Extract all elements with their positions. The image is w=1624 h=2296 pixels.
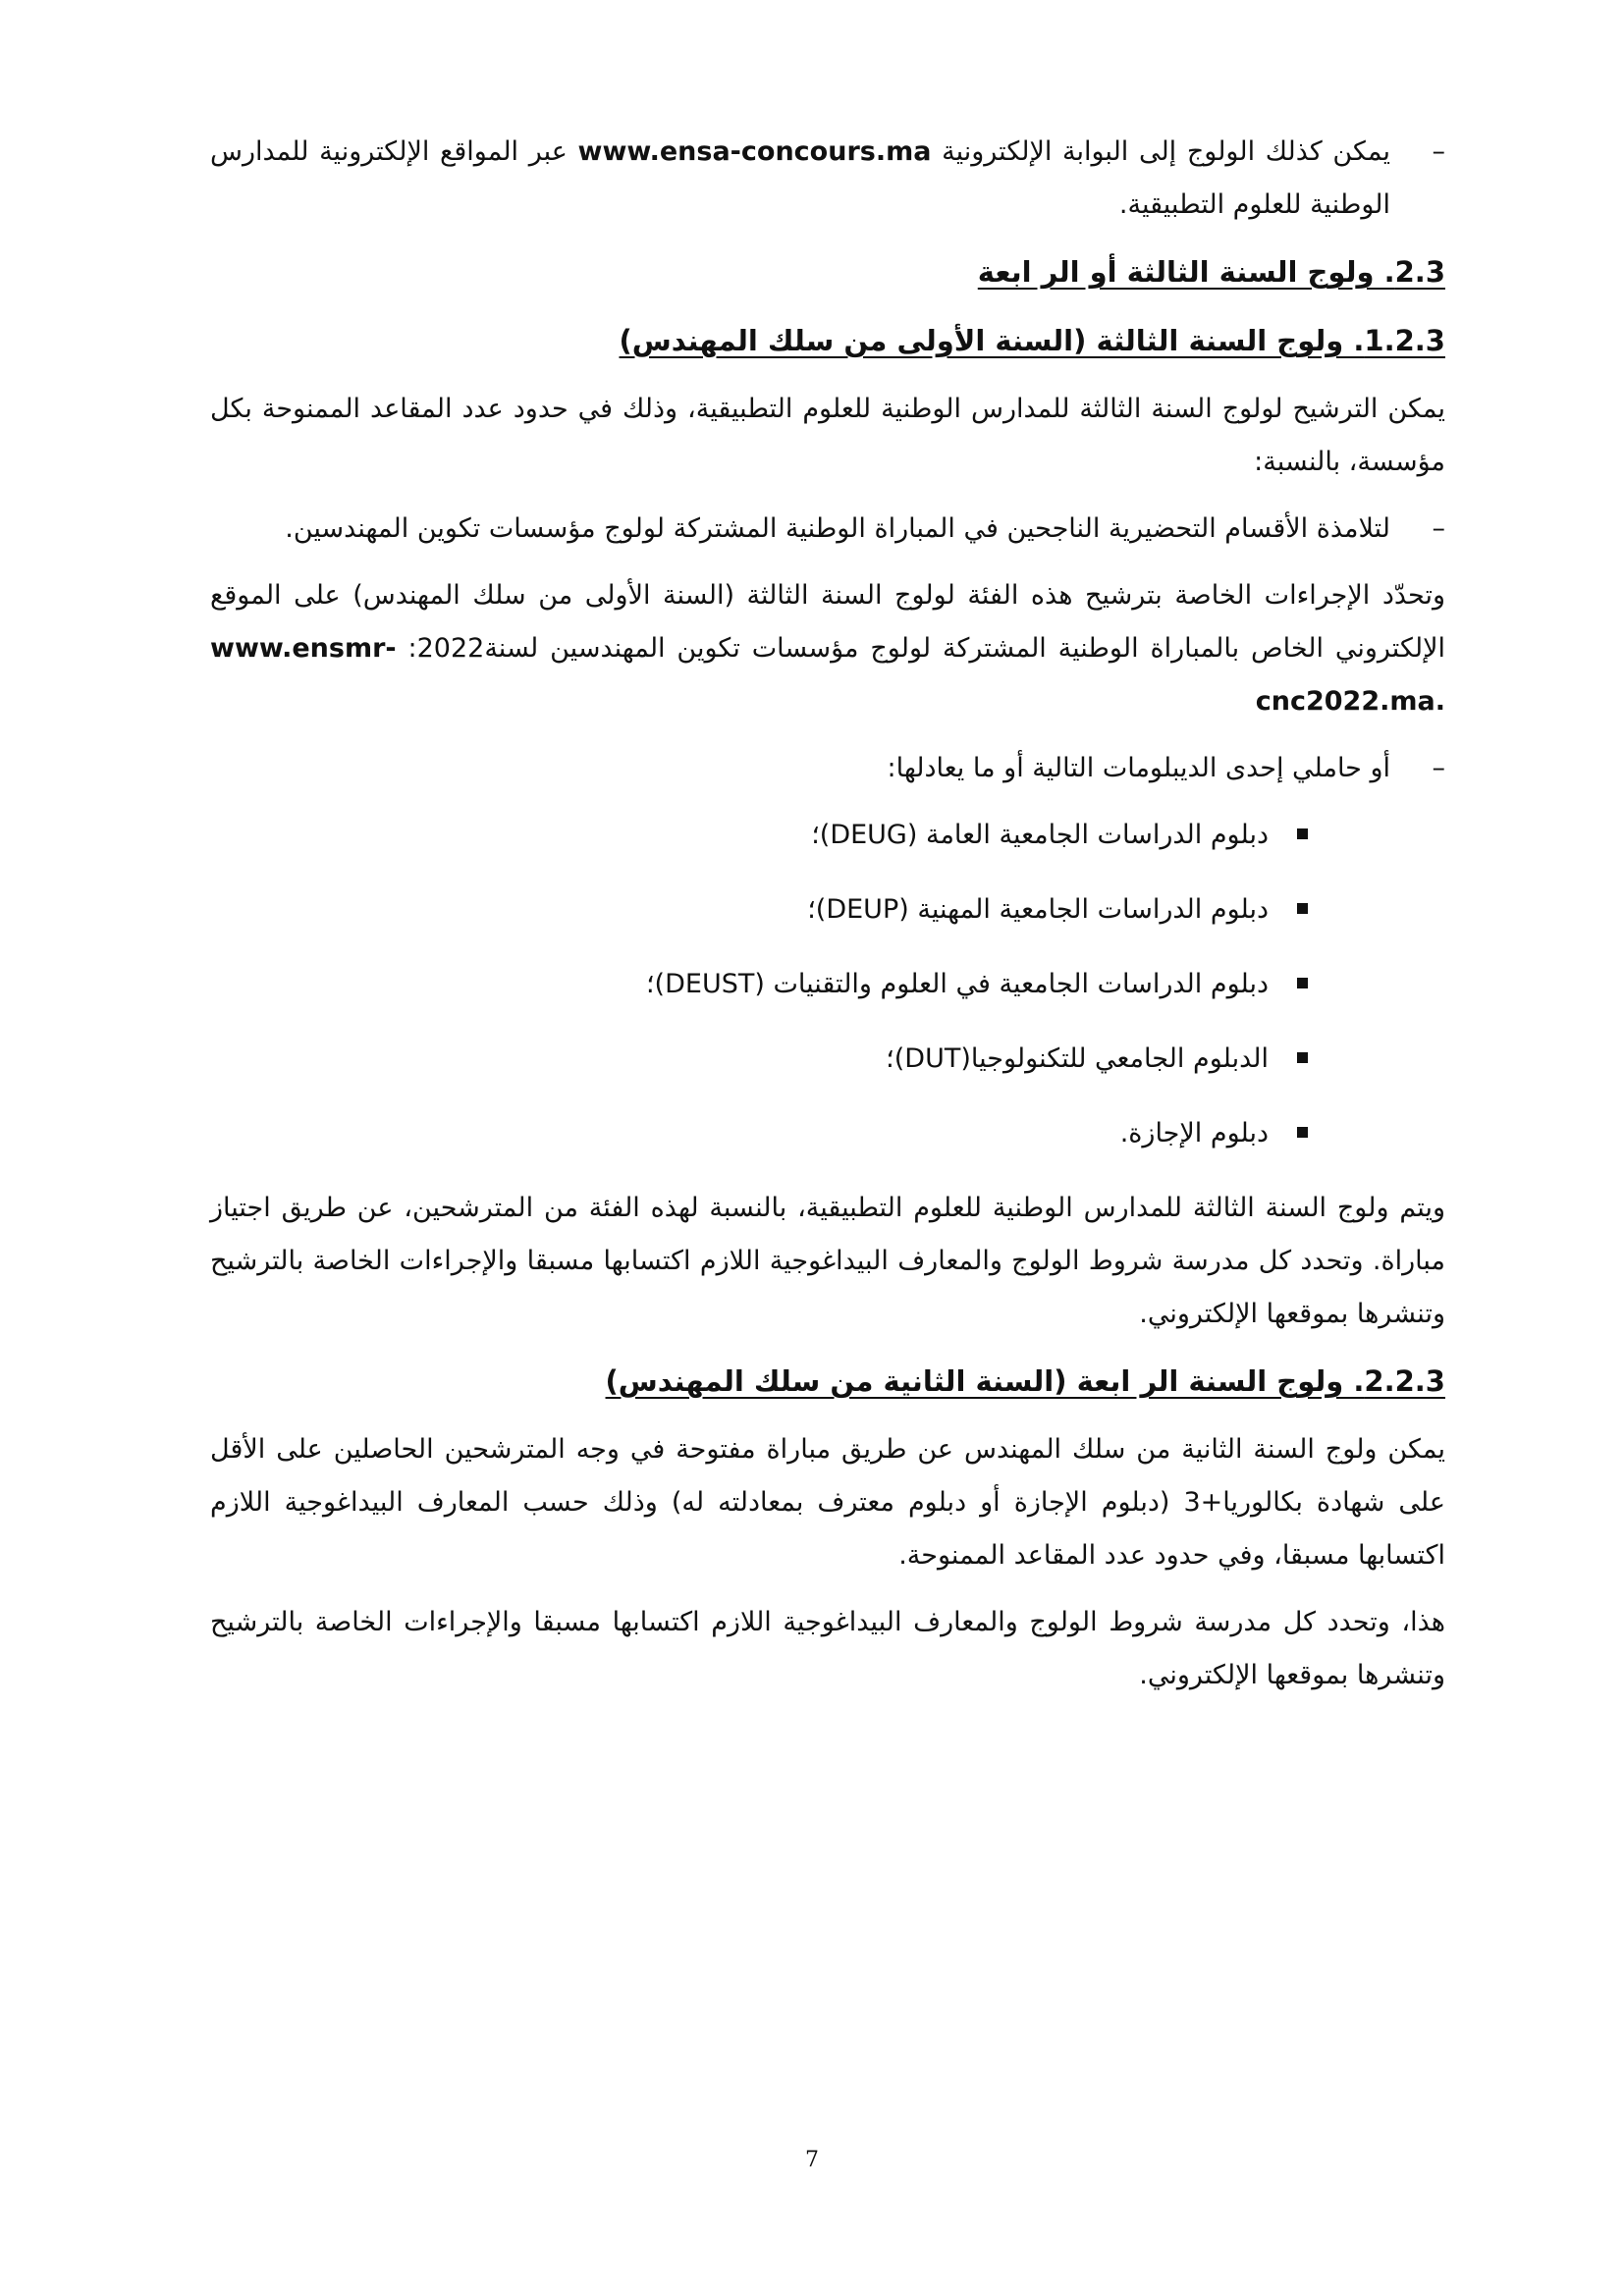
section-1-2-3-paragraph-2	[210, 569, 1445, 728]
diploma-licence: دبلوم الإجازة.	[1119, 1118, 1269, 1148]
section-2-2-3-heading: 2.2.3. ولوج السنة الر ابعة (السنة الثانية من سلك المهندس)	[605, 1364, 1445, 1398]
square-bullet-icon	[1297, 828, 1308, 839]
diploma-deug: دبلوم الدراسات الجامعية العامة (DEUG)؛	[811, 820, 1269, 850]
cpge-list-item	[210, 503, 1445, 556]
intro-text-before: يمكن كذلك الولوج إلى البوابة الإلكترونية	[942, 136, 1390, 167]
page-number: 7	[805, 2148, 819, 2172]
ensa-concours-url: www.ensa-concours.ma	[577, 136, 932, 167]
section-1-2-3-heading: 1.2.3. ولوج السنة الثالثة (السنة الأولى من سلك المهندس)	[619, 324, 1445, 357]
section-1-2-3-paragraph-3: ويتم ولوج السنة الثالثة للمدارس الوطنية للعلوم التطبيقية، بالنسبة لهذه الفئة من المترشحين، عن طريق اجتياز مباراة. وتحدد كل مدرسة شروط الولوج والمعارف البيداغوجية اللازم اكتسابها مسبقا والإجراءات الخاصة بالترشيح وتنشرها بموقعها الإلكتروني.	[210, 1193, 1445, 1329]
section-2-2-3-paragraph-1: يمكن ولوج السنة الثانية من سلك المهندس عن طريق مباراة مفتوحة في وجه المترشحين الحاصلين على الأقل على شهادة بكالوريا+3 (دبلوم الإجازة أو دبلوم معترف بمعادلته له) وذلك حسب المعارف البيداغوجية اللازم اكتسابها مسبقا، وفي حدود عدد المقاعد الممنوحة.	[210, 1434, 1445, 1571]
square-bullet-icon	[1297, 1127, 1308, 1138]
intro-text-after: عبر المواقع الإلكترونية للمدارس الوطنية للعلوم التطبيقية.	[210, 136, 1390, 220]
diploma-list-item	[210, 1033, 1308, 1086]
diploma-list-item	[210, 1107, 1308, 1160]
dash-marker: –	[1432, 513, 1445, 544]
diploma-holders-list-item	[210, 742, 1445, 795]
document-page	[210, 126, 1445, 1716]
section-2-3-heading: 2.3. ولوج السنة الثالثة أو الر ابعة	[977, 255, 1445, 289]
section-2-2-3-paragraph-2: هذا، وتحدد كل مدرسة شروط الولوج والمعارف البيداغوجية اللازم اكتسابها مسبقا والإجراءات الخاصة بالترشيح وتنشرها بموقعها الإلكتروني.	[210, 1607, 1445, 1690]
diploma-list	[210, 809, 1445, 1160]
cnc-procedure-text: وتحدّد الإجراءات الخاصة بترشيح هذه الفئة لولوج السنة الثالثة (السنة الأولى من سلك المهندس) على الموقع الإلكتروني الخاص بالمباراة الوطنية المشتركة لولوج مؤسسات تكوين المهندسين لسنة2022:	[210, 580, 1445, 664]
diploma-list-item	[210, 958, 1308, 1011]
dash-marker: –	[1432, 753, 1445, 783]
section-1-2-3-paragraph-1: يمكن الترشيح لولوج السنة الثالثة للمدارس الوطنية للعلوم التطبيقية، وذلك في حدود عدد المقاعد الممنوحة بكل مؤسسة، بالنسبة:	[210, 394, 1445, 477]
diploma-list-item	[210, 883, 1308, 936]
dash-marker: –	[1432, 136, 1445, 167]
cpge-list-item-text: لتلامذة الأقسام التحضيرية الناجحين في المباراة الوطنية المشتركة لولوج مؤسسات تكوين المهندسين.	[285, 513, 1390, 544]
diploma-dut: الدبلوم الجامعي للتكنولوجيا(DUT)؛	[886, 1043, 1269, 1074]
diploma-holders-text: أو حاملي إحدى الديبلومات التالية أو ما يعادلها:	[887, 753, 1390, 783]
intro-list-item	[210, 126, 1445, 232]
square-bullet-icon	[1297, 978, 1308, 988]
square-bullet-icon	[1297, 1052, 1308, 1063]
diploma-list-item	[210, 809, 1308, 862]
diploma-deust: دبلوم الدراسات الجامعية في العلوم والتقنيات (DEUST)؛	[645, 969, 1269, 999]
square-bullet-icon	[1297, 903, 1308, 914]
diploma-deup: دبلوم الدراسات الجامعية المهنية (DEUP)؛	[807, 894, 1269, 925]
cnc-url: www.ensmr- cnc2022.ma.	[210, 633, 1445, 717]
